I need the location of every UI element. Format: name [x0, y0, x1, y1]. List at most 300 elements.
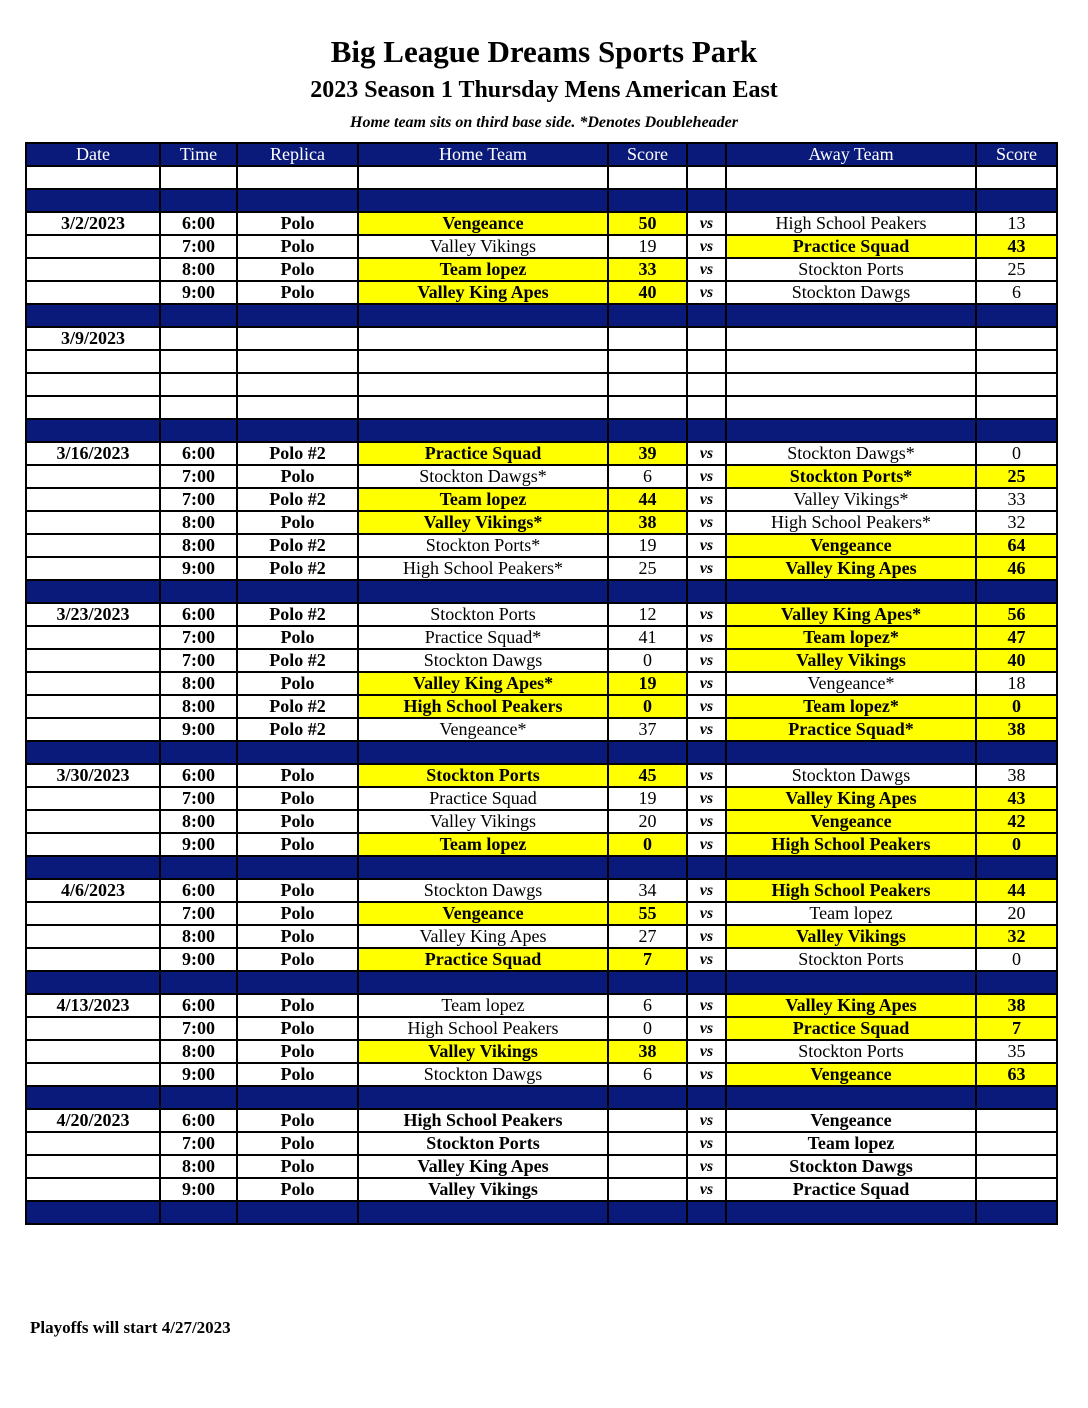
time-cell: 7:00 — [160, 902, 237, 925]
vs-cell: vs — [687, 833, 726, 856]
game-row — [26, 948, 1057, 971]
home-team-cell: Vengeance — [358, 212, 608, 235]
away-score-cell: 40 — [976, 649, 1057, 672]
replica-cell: Polo — [237, 258, 358, 281]
date-cell — [26, 281, 160, 304]
home-score-cell: 19 — [608, 787, 687, 810]
time-cell: 8:00 — [160, 1040, 237, 1063]
vs-cell: vs — [687, 1109, 726, 1132]
away-score-cell: 13 — [976, 212, 1057, 235]
date-cell — [26, 488, 160, 511]
away-team-cell: Stockton Ports — [726, 258, 976, 281]
vs-cell: vs — [687, 764, 726, 787]
home-score-cell: 20 — [608, 810, 687, 833]
date-cell — [26, 902, 160, 925]
game-row — [26, 258, 1057, 281]
col-header-home-team: Home Team — [358, 143, 608, 166]
date-cell — [26, 695, 160, 718]
away-score-cell — [976, 396, 1057, 419]
vs-cell: vs — [687, 281, 726, 304]
away-score-cell: 63 — [976, 1063, 1057, 1086]
date-cell — [26, 787, 160, 810]
away-score-cell: 18 — [976, 672, 1057, 695]
home-score-cell: 41 — [608, 626, 687, 649]
col-header-vs — [687, 143, 726, 166]
time-cell: 9:00 — [160, 281, 237, 304]
home-score-cell: 6 — [608, 465, 687, 488]
vs-cell: vs — [687, 235, 726, 258]
away-score-cell: 6 — [976, 281, 1057, 304]
date-cell — [26, 557, 160, 580]
game-row — [26, 1040, 1057, 1063]
game-row — [26, 1109, 1057, 1132]
home-score-cell: 19 — [608, 534, 687, 557]
home-score-cell: 50 — [608, 212, 687, 235]
vs-cell: vs — [687, 626, 726, 649]
replica-cell: Polo — [237, 1017, 358, 1040]
replica-cell: Polo — [237, 1040, 358, 1063]
game-row — [26, 833, 1057, 856]
replica-cell: Polo — [237, 948, 358, 971]
replica-cell — [237, 396, 358, 419]
date-cell: 4/6/2023 — [26, 879, 160, 902]
time-cell — [160, 327, 237, 350]
home-team-cell: Valley Vikings — [358, 1178, 608, 1201]
home-score-cell: 38 — [608, 1040, 687, 1063]
time-cell: 7:00 — [160, 626, 237, 649]
time-cell: 8:00 — [160, 672, 237, 695]
away-team-cell: Stockton Dawgs — [726, 1155, 976, 1178]
away-team-cell: Stockton Dawgs* — [726, 442, 976, 465]
replica-cell — [237, 327, 358, 350]
time-cell: 8:00 — [160, 1155, 237, 1178]
game-row — [26, 787, 1057, 810]
replica-cell: Polo #2 — [237, 718, 358, 741]
replica-cell: Polo — [237, 1109, 358, 1132]
home-score-cell: 39 — [608, 442, 687, 465]
game-row — [26, 1063, 1057, 1086]
vs-cell: vs — [687, 488, 726, 511]
date-cell — [26, 1063, 160, 1086]
week-separator — [26, 304, 1057, 327]
schedule-table — [25, 142, 1058, 1225]
game-row — [26, 695, 1057, 718]
vs-cell: vs — [687, 695, 726, 718]
date-cell — [26, 396, 160, 419]
replica-cell: Polo — [237, 833, 358, 856]
away-score-cell: 32 — [976, 925, 1057, 948]
date-cell — [26, 1178, 160, 1201]
home-score-cell: 55 — [608, 902, 687, 925]
game-row — [26, 764, 1057, 787]
away-team-cell: Valley Vikings — [726, 925, 976, 948]
home-team-cell: Stockton Ports — [358, 603, 608, 626]
date-cell — [26, 672, 160, 695]
away-score-cell — [976, 1178, 1057, 1201]
away-team-cell: Vengeance* — [726, 672, 976, 695]
date-cell — [26, 511, 160, 534]
replica-cell — [237, 373, 358, 396]
home-score-cell: 40 — [608, 281, 687, 304]
time-cell: 9:00 — [160, 718, 237, 741]
home-score-cell — [608, 327, 687, 350]
away-score-cell: 32 — [976, 511, 1057, 534]
week-separator — [26, 419, 1057, 442]
time-cell: 7:00 — [160, 465, 237, 488]
home-score-cell — [608, 1178, 687, 1201]
home-score-cell: 19 — [608, 235, 687, 258]
game-row — [26, 442, 1057, 465]
home-team-cell: Valley Vikings* — [358, 511, 608, 534]
time-cell: 8:00 — [160, 810, 237, 833]
away-team-cell: Vengeance — [726, 534, 976, 557]
away-score-cell: 0 — [976, 442, 1057, 465]
home-team-cell: Vengeance* — [358, 718, 608, 741]
time-cell: 6:00 — [160, 212, 237, 235]
home-score-cell: 0 — [608, 695, 687, 718]
time-cell: 8:00 — [160, 258, 237, 281]
game-row — [26, 396, 1057, 419]
away-team-cell: Stockton Dawgs — [726, 764, 976, 787]
away-team-cell: Vengeance — [726, 1109, 976, 1132]
date-cell — [26, 1132, 160, 1155]
away-team-cell — [726, 350, 976, 373]
home-team-cell: Practice Squad — [358, 442, 608, 465]
vs-cell: vs — [687, 879, 726, 902]
game-row — [26, 603, 1057, 626]
time-cell: 9:00 — [160, 1178, 237, 1201]
home-team-cell: Stockton Ports — [358, 1132, 608, 1155]
away-team-cell: Team lopez* — [726, 695, 976, 718]
time-cell: 6:00 — [160, 764, 237, 787]
replica-cell: Polo — [237, 672, 358, 695]
home-score-cell: 25 — [608, 557, 687, 580]
game-row — [26, 350, 1057, 373]
time-cell — [160, 350, 237, 373]
date-cell — [26, 465, 160, 488]
date-cell: 3/23/2023 — [26, 603, 160, 626]
away-team-cell: Stockton Ports — [726, 948, 976, 971]
home-team-cell — [358, 396, 608, 419]
away-team-cell: Valley King Apes — [726, 787, 976, 810]
date-cell: 4/20/2023 — [26, 1109, 160, 1132]
date-cell — [26, 810, 160, 833]
time-cell: 7:00 — [160, 1132, 237, 1155]
date-cell — [26, 258, 160, 281]
away-score-cell: 47 — [976, 626, 1057, 649]
away-score-cell — [976, 1155, 1057, 1178]
replica-cell: Polo — [237, 465, 358, 488]
home-score-cell — [608, 396, 687, 419]
week-separator — [26, 741, 1057, 764]
away-score-cell: 33 — [976, 488, 1057, 511]
date-cell — [26, 534, 160, 557]
home-team-cell: Practice Squad — [358, 948, 608, 971]
vs-cell: vs — [687, 787, 726, 810]
away-team-cell: Stockton Ports* — [726, 465, 976, 488]
week-separator — [26, 1201, 1057, 1224]
home-score-cell: 6 — [608, 994, 687, 1017]
home-team-cell: High School Peakers* — [358, 557, 608, 580]
away-team-cell: Team lopez — [726, 1132, 976, 1155]
replica-cell: Polo — [237, 810, 358, 833]
vs-cell: vs — [687, 1178, 726, 1201]
game-row — [26, 235, 1057, 258]
page-title: Big League Dreams Sports Park — [330, 34, 758, 69]
away-score-cell: 56 — [976, 603, 1057, 626]
game-row — [26, 327, 1057, 350]
page-subtitle: 2023 Season 1 Thursday Mens American East — [310, 77, 778, 103]
col-header-time: Time — [160, 143, 237, 166]
week-separator — [26, 580, 1057, 603]
home-team-cell: Vengeance — [358, 902, 608, 925]
vs-cell: vs — [687, 1155, 726, 1178]
away-score-cell — [976, 1132, 1057, 1155]
game-row — [26, 557, 1057, 580]
blank-row — [26, 166, 1057, 189]
col-header-date: Date — [26, 143, 160, 166]
time-cell: 7:00 — [160, 649, 237, 672]
date-cell — [26, 718, 160, 741]
away-score-cell: 0 — [976, 948, 1057, 971]
home-team-cell: Stockton Dawgs* — [358, 465, 608, 488]
game-row — [26, 1132, 1057, 1155]
away-team-cell: Valley King Apes — [726, 994, 976, 1017]
replica-cell: Polo #2 — [237, 649, 358, 672]
home-team-cell: Valley Vikings — [358, 235, 608, 258]
vs-cell: vs — [687, 442, 726, 465]
date-cell: 3/16/2023 — [26, 442, 160, 465]
col-header-away-team: Away Team — [726, 143, 976, 166]
replica-cell: Polo — [237, 511, 358, 534]
date-cell — [26, 373, 160, 396]
away-team-cell: High School Peakers — [726, 879, 976, 902]
time-cell: 6:00 — [160, 1109, 237, 1132]
date-cell — [26, 235, 160, 258]
time-cell: 8:00 — [160, 534, 237, 557]
vs-cell: vs — [687, 994, 726, 1017]
away-score-cell: 38 — [976, 764, 1057, 787]
replica-cell: Polo — [237, 764, 358, 787]
game-row — [26, 465, 1057, 488]
home-team-cell: Practice Squad — [358, 787, 608, 810]
home-score-cell: 45 — [608, 764, 687, 787]
away-team-cell: Vengeance — [726, 1063, 976, 1086]
away-team-cell: Valley Vikings* — [726, 488, 976, 511]
replica-cell: Polo — [237, 994, 358, 1017]
replica-cell: Polo — [237, 235, 358, 258]
replica-cell: Polo — [237, 626, 358, 649]
home-team-cell: Valley King Apes — [358, 925, 608, 948]
replica-cell: Polo #2 — [237, 695, 358, 718]
home-team-cell: High School Peakers — [358, 1017, 608, 1040]
time-cell — [160, 396, 237, 419]
home-team-cell: Stockton Ports* — [358, 534, 608, 557]
time-cell — [160, 373, 237, 396]
playoffs-note: Playoffs will start 4/27/2023 — [30, 1318, 231, 1337]
game-row — [26, 1017, 1057, 1040]
away-team-cell: Valley Vikings — [726, 649, 976, 672]
game-row — [26, 534, 1057, 557]
away-score-cell: 7 — [976, 1017, 1057, 1040]
replica-cell: Polo — [237, 925, 358, 948]
vs-cell: vs — [687, 925, 726, 948]
game-row — [26, 879, 1057, 902]
week-separator — [26, 1086, 1057, 1109]
date-cell — [26, 1017, 160, 1040]
away-team-cell: Practice Squad — [726, 235, 976, 258]
home-team-cell: Valley King Apes — [358, 281, 608, 304]
col-header-home-score: Score — [608, 143, 687, 166]
away-score-cell: 43 — [976, 235, 1057, 258]
home-score-cell — [608, 1109, 687, 1132]
vs-cell — [687, 350, 726, 373]
time-cell: 6:00 — [160, 442, 237, 465]
away-score-cell: 20 — [976, 902, 1057, 925]
vs-cell: vs — [687, 557, 726, 580]
vs-cell: vs — [687, 649, 726, 672]
home-team-cell: Valley King Apes — [358, 1155, 608, 1178]
replica-cell: Polo #2 — [237, 534, 358, 557]
time-cell: 8:00 — [160, 925, 237, 948]
away-score-cell: 38 — [976, 994, 1057, 1017]
vs-cell: vs — [687, 902, 726, 925]
away-team-cell — [726, 373, 976, 396]
home-score-cell: 0 — [608, 649, 687, 672]
time-cell: 9:00 — [160, 1063, 237, 1086]
game-row — [26, 994, 1057, 1017]
vs-cell — [687, 373, 726, 396]
away-score-cell: 0 — [976, 833, 1057, 856]
away-score-cell: 46 — [976, 557, 1057, 580]
vs-cell: vs — [687, 603, 726, 626]
game-row — [26, 672, 1057, 695]
col-header-away-score: Score — [976, 143, 1057, 166]
home-team-cell: Team lopez — [358, 833, 608, 856]
away-score-cell — [976, 373, 1057, 396]
home-score-cell: 12 — [608, 603, 687, 626]
away-score-cell: 0 — [976, 695, 1057, 718]
home-score-cell: 27 — [608, 925, 687, 948]
vs-cell: vs — [687, 534, 726, 557]
date-cell — [26, 925, 160, 948]
vs-cell: vs — [687, 1132, 726, 1155]
time-cell: 8:00 — [160, 511, 237, 534]
time-cell: 9:00 — [160, 948, 237, 971]
home-team-cell: Team lopez — [358, 488, 608, 511]
replica-cell: Polo — [237, 1063, 358, 1086]
date-cell — [26, 1155, 160, 1178]
away-score-cell: 38 — [976, 718, 1057, 741]
home-team-cell: Practice Squad* — [358, 626, 608, 649]
away-team-cell: Practice Squad — [726, 1017, 976, 1040]
home-team-cell: Stockton Dawgs — [358, 1063, 608, 1086]
time-cell: 6:00 — [160, 603, 237, 626]
replica-cell: Polo #2 — [237, 488, 358, 511]
vs-cell: vs — [687, 258, 726, 281]
vs-cell — [687, 327, 726, 350]
home-score-cell — [608, 350, 687, 373]
vs-cell: vs — [687, 212, 726, 235]
replica-cell: Polo #2 — [237, 603, 358, 626]
time-cell: 9:00 — [160, 557, 237, 580]
replica-cell: Polo — [237, 879, 358, 902]
date-cell — [26, 649, 160, 672]
vs-cell: vs — [687, 511, 726, 534]
date-cell — [26, 948, 160, 971]
time-cell: 7:00 — [160, 1017, 237, 1040]
away-team-cell: Practice Squad — [726, 1178, 976, 1201]
away-score-cell: 64 — [976, 534, 1057, 557]
home-team-cell: Stockton Ports — [358, 764, 608, 787]
vs-cell: vs — [687, 672, 726, 695]
replica-cell — [237, 350, 358, 373]
week-separator — [26, 971, 1057, 994]
time-cell: 7:00 — [160, 235, 237, 258]
header-row — [26, 143, 1057, 166]
away-team-cell: Stockton Ports — [726, 1040, 976, 1063]
game-row — [26, 511, 1057, 534]
away-team-cell: Team lopez — [726, 902, 976, 925]
replica-cell: Polo — [237, 212, 358, 235]
col-header-replica: Replica — [237, 143, 358, 166]
game-row — [26, 649, 1057, 672]
date-cell — [26, 833, 160, 856]
home-team-cell: High School Peakers — [358, 1109, 608, 1132]
home-team-cell — [358, 350, 608, 373]
home-score-cell — [608, 373, 687, 396]
game-row — [26, 488, 1057, 511]
replica-cell: Polo #2 — [237, 442, 358, 465]
home-team-cell: High School Peakers — [358, 695, 608, 718]
away-team-cell — [726, 396, 976, 419]
vs-cell — [687, 396, 726, 419]
date-cell: 3/9/2023 — [26, 327, 160, 350]
vs-cell: vs — [687, 810, 726, 833]
vs-cell: vs — [687, 948, 726, 971]
game-row — [26, 1178, 1057, 1201]
game-row — [26, 212, 1057, 235]
date-cell: 3/30/2023 — [26, 764, 160, 787]
home-score-cell: 37 — [608, 718, 687, 741]
away-score-cell: 35 — [976, 1040, 1057, 1063]
replica-cell: Polo — [237, 1155, 358, 1178]
home-score-cell: 7 — [608, 948, 687, 971]
home-team-cell: Valley King Apes* — [358, 672, 608, 695]
week-separator — [26, 856, 1057, 879]
replica-cell: Polo — [237, 902, 358, 925]
vs-cell: vs — [687, 718, 726, 741]
away-team-cell: Practice Squad* — [726, 718, 976, 741]
away-team-cell: Valley King Apes — [726, 557, 976, 580]
home-team-cell: Valley Vikings — [358, 810, 608, 833]
date-cell — [26, 626, 160, 649]
game-row — [26, 626, 1057, 649]
home-score-cell: 44 — [608, 488, 687, 511]
date-cell: 3/2/2023 — [26, 212, 160, 235]
away-team-cell: High School Peakers* — [726, 511, 976, 534]
game-row — [26, 925, 1057, 948]
away-team-cell: Vengeance — [726, 810, 976, 833]
date-cell — [26, 350, 160, 373]
away-team-cell: High School Peakers — [726, 212, 976, 235]
away-score-cell — [976, 1109, 1057, 1132]
away-team-cell — [726, 327, 976, 350]
home-score-cell: 33 — [608, 258, 687, 281]
away-score-cell: 25 — [976, 258, 1057, 281]
home-score-cell: 19 — [608, 672, 687, 695]
home-team-cell: Stockton Dawgs — [358, 649, 608, 672]
